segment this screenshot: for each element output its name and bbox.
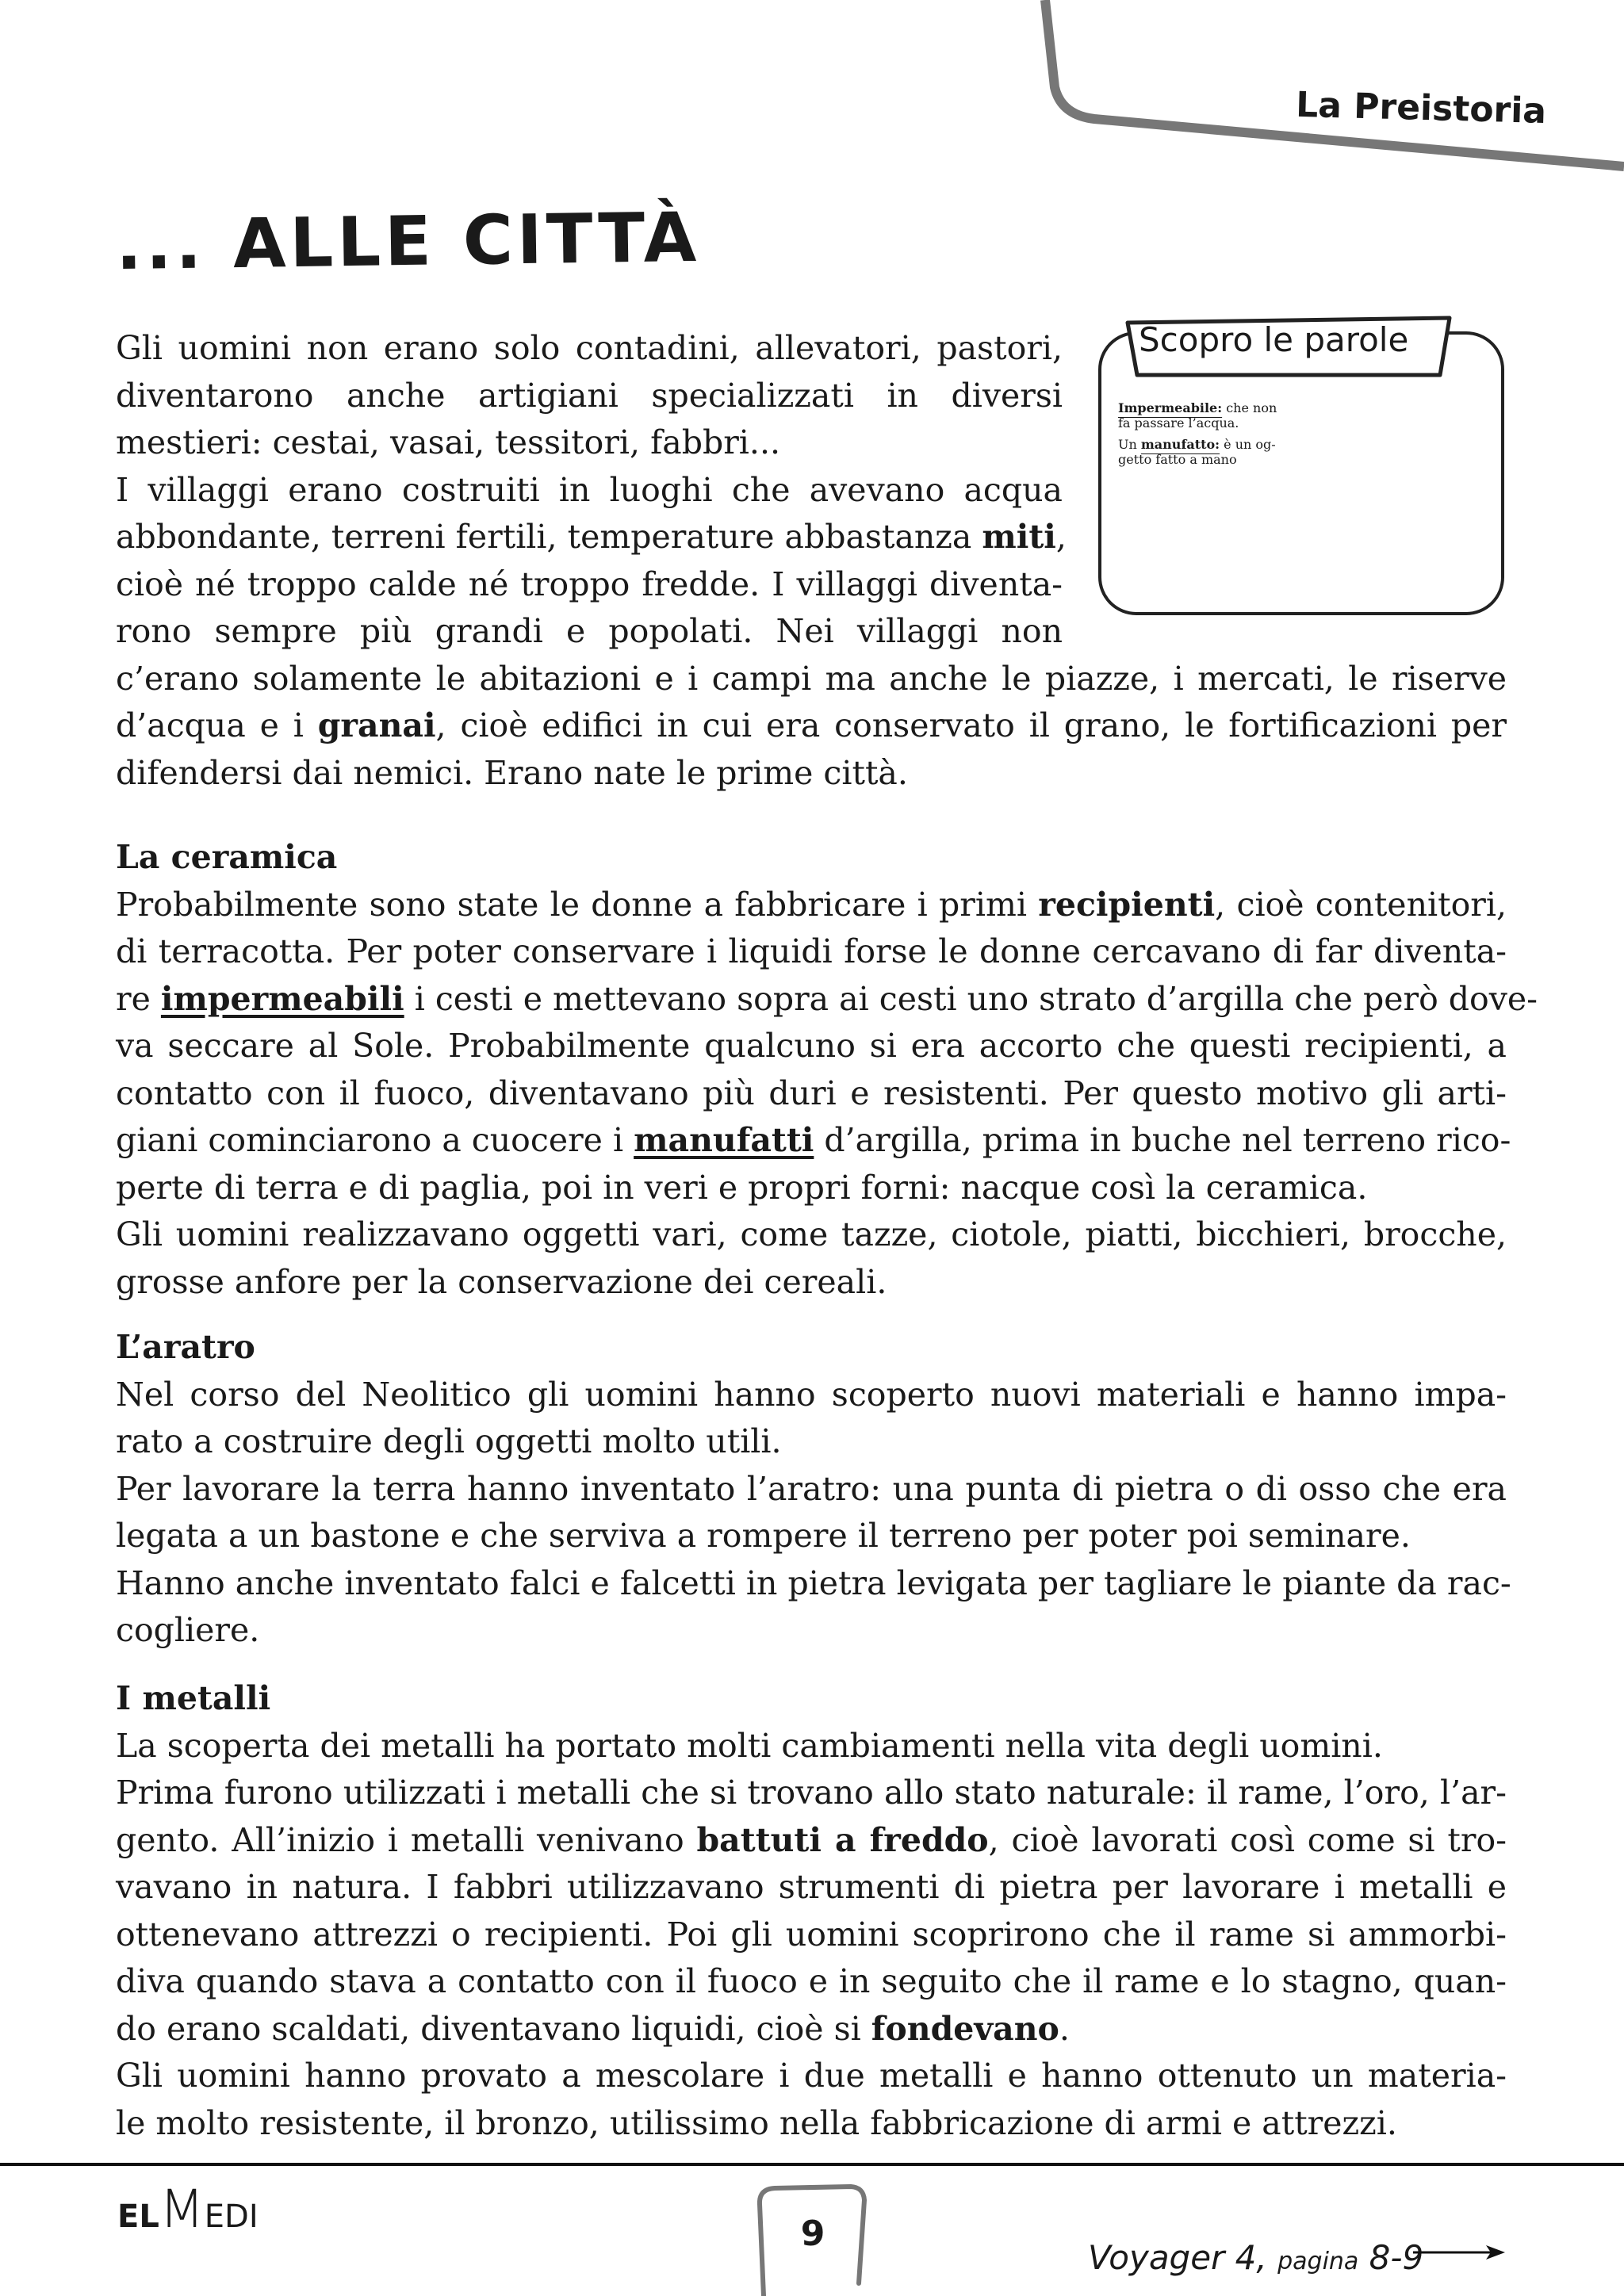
text-line: va seccare al Sole. Probabilmente qualcuno si era accorto che questi recipienti, a	[116, 1027, 1507, 1065]
vocab-def: che non	[1222, 400, 1277, 415]
page-title: ... ALLE CITTÀ	[115, 197, 701, 286]
text-span: Probabilmente sono state le donne a fabbricare i primi	[116, 885, 1039, 924]
arrow-right-icon	[1411, 2241, 1507, 2264]
vocab-entry-impermeabile	[1118, 400, 1491, 415]
vocab-term: Impermeabile:	[1118, 400, 1223, 415]
text-line: Per lavorare la terra hanno inventato l’aratro: una punta di pietra o di osso che era	[116, 1469, 1507, 1508]
vocab-body	[1118, 400, 1491, 467]
text-line: vavano in natura. I fabbri utilizzavano strumenti di pietra per lavorare i metalli e	[116, 1868, 1507, 1906]
text-line: grosse anfore per la conservazione dei cereali.	[116, 1262, 887, 1301]
section-heading: I metalli	[116, 1679, 271, 1717]
text-line: Gli uomini realizzavano oggetti vari, come tazze, ciotole, piatti, bicchieri, brocche,	[116, 1215, 1507, 1253]
text-line	[116, 702, 1507, 750]
text-line: mestieri: cestai, vasai, tessitori, fabbri...	[116, 423, 781, 461]
text-span: , cioè lavorati così come si tro-	[988, 1820, 1507, 1859]
keyword-miti: miti	[982, 518, 1056, 556]
text-line: Hanno anche inventato falci e falcetti in pietra levigata per tagliare le piante da rac-	[116, 1563, 1511, 1602]
text-line: ottenevano attrezzi o recipienti. Poi gli uomini scoprirono che il rame si ammorbi-	[116, 1915, 1507, 1954]
vocab-def-line: fa passare l’acqua.	[1118, 415, 1239, 430]
book-title: Voyager 4,	[1088, 2238, 1278, 2277]
text-span: .	[1059, 2009, 1070, 2048]
keyword-granai: granai	[317, 706, 436, 744]
text-line: La scoperta dei metalli ha portato molti cambiamenti nella vita degli uomini.	[116, 1726, 1383, 1765]
text-line: I villaggi erano costruiti in luoghi che avevano acqua	[116, 470, 1063, 509]
logo-text: M	[159, 2179, 205, 2240]
text-line	[116, 514, 1067, 561]
section-metalli	[116, 1675, 1507, 2147]
text-span: , cioè contenitori,	[1215, 885, 1507, 924]
text-span: abbondante, terreni fertili, temperature abbastanza	[116, 518, 982, 556]
text-line: Gli uomini non erano solo contadini, allevatori, pastori,	[116, 329, 1063, 367]
text-line: difendersi dai nemici. Erano nate le prime città.	[116, 753, 908, 792]
vocab-def: è un og-	[1220, 437, 1276, 452]
text-span: i cesti e mettevano sopra ai cesti uno strato d’argilla che però dove-	[404, 979, 1538, 1018]
text-line	[116, 976, 1538, 1024]
book-page-word: pagina	[1277, 2248, 1359, 2275]
text-span: d’acqua e i	[116, 706, 318, 744]
text-span: giani cominciarono a cuocere i	[116, 1121, 634, 1159]
text-line: Gli uomini hanno provato a mescolare i due metalli e hanno ottenuto un materia-	[116, 2057, 1507, 2095]
intro-paragraph-wide	[116, 656, 1507, 798]
text-line: diventarono anche artigiani specializzati in diversi	[116, 376, 1063, 415]
vocab-entry-manufatto	[1118, 437, 1491, 452]
text-line: legata a un bastone e che serviva a rompere il terreno per poter poi seminare.	[116, 1517, 1411, 1555]
text-line: diva quando stava a contatto con il fuoco e in seguito che il rame e lo stagno, quan-	[116, 1962, 1507, 2000]
section-heading: L’aratro	[116, 1328, 255, 1366]
logo-text: EL	[117, 2198, 159, 2235]
text-line	[116, 1817, 1507, 1865]
text-span: re	[116, 979, 161, 1018]
text-line	[116, 2006, 1507, 2053]
section-label: La Preistoria	[1295, 84, 1547, 132]
book-reference	[1088, 2238, 1423, 2277]
keyword-manufatti: manufatti	[634, 1121, 814, 1159]
text-line: contatto con il fuoco, diventavano più duri e resistenti. Per questo motivo gli arti-	[116, 1073, 1507, 1112]
logo-text: EDI	[204, 2198, 259, 2235]
section-heading: La ceramica	[116, 838, 338, 876]
text-span: ,	[1055, 518, 1067, 556]
page-number: 9	[800, 2214, 825, 2254]
text-line: Nel corso del Neolitico gli uomini hanno scoperto nuovi materiali e hanno impa-	[116, 1375, 1507, 1414]
text-line: c’erano solamente le abitazioni e i campi ma anche le piazze, i mercati, le riserve	[116, 659, 1507, 698]
text-line: rono sempre più grandi e popolati. Nei villaggi non	[116, 612, 1063, 650]
vocab-term: manufatto:	[1140, 437, 1220, 452]
text-span: gento. All’inizio i metalli venivano	[116, 1820, 697, 1859]
text-line	[116, 882, 1507, 929]
text-line: Prima furono utilizzati i metalli che si trovano allo stato naturale: il rame, l’oro, l’ar-	[116, 1774, 1507, 1812]
text-span: do erano scaldati, diventavano liquidi, cioè si	[116, 2009, 871, 2048]
text-line: cioè né troppo calde né troppo fredde. I villaggi diventa-	[116, 564, 1063, 603]
text-span: d’argilla, prima in buche nel terreno rico-	[814, 1121, 1511, 1159]
publisher-logo	[117, 2179, 260, 2240]
text-line: rato a costruire degli oggetti molto utili.	[116, 1422, 782, 1460]
text-line: perte di terra e di paglia, poi in veri e propri forni: nacque così la ceramica.	[116, 1168, 1368, 1207]
text-line: cogliere.	[116, 1611, 260, 1649]
intro-paragraph-narrow	[116, 325, 1067, 656]
footer-rule	[0, 2163, 1624, 2166]
section-ceramica	[116, 834, 1538, 1306]
text-line: le molto resistente, il bronzo, utilissimo nella fabbricazione di armi e attrezzi.	[116, 2103, 1397, 2142]
keyword-impermeabili: impermeabili	[160, 979, 404, 1018]
vocab-title: Scopro le parole	[1139, 320, 1409, 359]
text-line	[116, 1117, 1511, 1165]
text-span: , cioè edifici in cui era conservato il grano, le fortificazioni per	[435, 706, 1507, 744]
vocab-text: Un	[1118, 437, 1141, 452]
keyword-battuti-a-freddo: battuti a freddo	[696, 1820, 989, 1859]
section-aratro	[116, 1324, 1511, 1655]
book-pages: 8-9	[1358, 2238, 1424, 2277]
keyword-fondevano: fondevano	[871, 2009, 1059, 2048]
keyword-recipienti: recipienti	[1038, 885, 1216, 924]
vocab-def-line: getto fatto a mano	[1118, 452, 1237, 467]
text-line: di terracotta. Per poter conservare i liquidi forse le donne cercavano di far diventa-	[116, 932, 1507, 970]
